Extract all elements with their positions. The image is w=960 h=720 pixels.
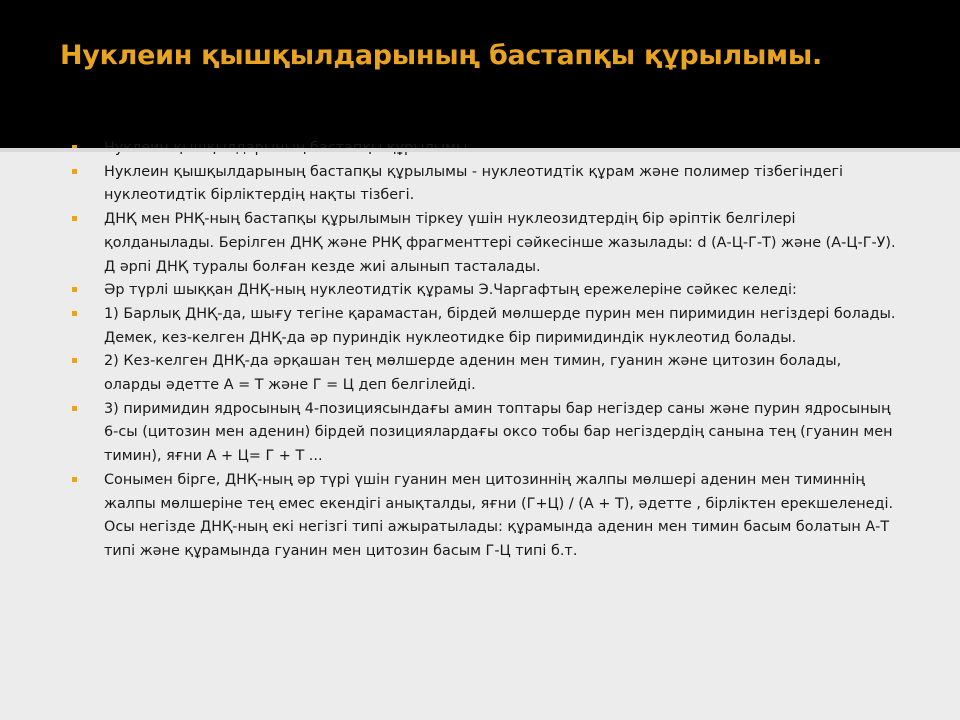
bullet-item <box>70 161 900 208</box>
bullet-text: Сонымен бірге, ДНҚ-ның әр түрі үшін гуанин мен цитозиннің жалпы мөлшері аденин мен тиминнің жалпы мөлшеріне тең емес екендігі анықталды, яғни (Г+Ц) / (А + Т), әдетте , бірліктен ерекшеленеді. Осы негізде ДНҚ-ның екі негізгі типі ажыратылады: құрамында аденин мен тимин басым болатын А-Т типі және құрамында гуанин мен цитозин басым Г-Ц типі б.т. <box>104 471 894 559</box>
header-divider <box>0 148 960 152</box>
square-bullet-icon <box>72 216 77 221</box>
square-bullet-icon <box>72 311 77 316</box>
square-bullet-icon <box>72 406 77 411</box>
bullet-text: Нуклеин қышқылдарының бастапқы құрылымы - нуклеотидтік құрам және полимер тізбегіндегі нуклеотидтік бірліктердің нақты тізбегі. <box>104 163 844 204</box>
square-bullet-icon <box>72 169 77 174</box>
bullet-item <box>70 398 900 469</box>
bullet-item <box>70 350 900 397</box>
bullet-item <box>70 279 900 303</box>
square-bullet-icon <box>72 358 77 363</box>
bullet-item <box>70 303 900 350</box>
slide-title: Нуклеин қышқылдарының бастапқы құрылымы. <box>60 40 822 71</box>
square-bullet-icon <box>72 287 77 292</box>
bullet-text: 3) пиримидин ядросының 4-позициясындағы амин топтары бар негіздер саны және пурин ядросының 6-сы (цитозин мен аденин) бірдей позициялардағы оксо тобы бар негіздердің санына тең (гуанин мен тимин), яғни А + Ц= Г + Т ... <box>104 400 893 465</box>
bullet-text: Әр түрлі шыққан ДНҚ-ның нуклеотидтік құрамы Э.Чаргафтың ережелеріне сәйкес келеді: <box>104 282 797 299</box>
bullet-item <box>70 469 900 564</box>
slide-header <box>0 0 960 150</box>
bullet-list <box>70 150 900 564</box>
bullet-text: 2) Кез-келген ДНҚ-да әрқашан тең мөлшерде аденин мен тимин, гуанин және цитозин болады, оларды әдетте A = T және Г = Ц деп белгілейді. <box>104 353 842 394</box>
bullet-item <box>70 208 900 279</box>
bullet-text: 1) Барлық ДНҚ-да, шығу тегіне қарамастан, бірдей мөлшерде пурин мен пиримидин негіздері болады. Демек, кез-келген ДНҚ-да әр пуриндік нуклеотидке бір пиримидиндік нуклеотид болады. <box>104 305 896 346</box>
square-bullet-icon <box>72 477 77 482</box>
slide-content <box>0 150 960 720</box>
bullet-text: ДНҚ мен РНҚ-ның бастапқы құрылымын тіркеу үшін нуклеозидтердің бір әріптік белгілері қолданылады. Берілген ДНҚ және РНҚ фрагменттері сәйкесінше жазылады: d (А-Ц-Г-Т) және (А-Ц-Г-У). Д әрпі ДНҚ туралы болған кезде жиі алынып тасталады. <box>104 211 896 275</box>
